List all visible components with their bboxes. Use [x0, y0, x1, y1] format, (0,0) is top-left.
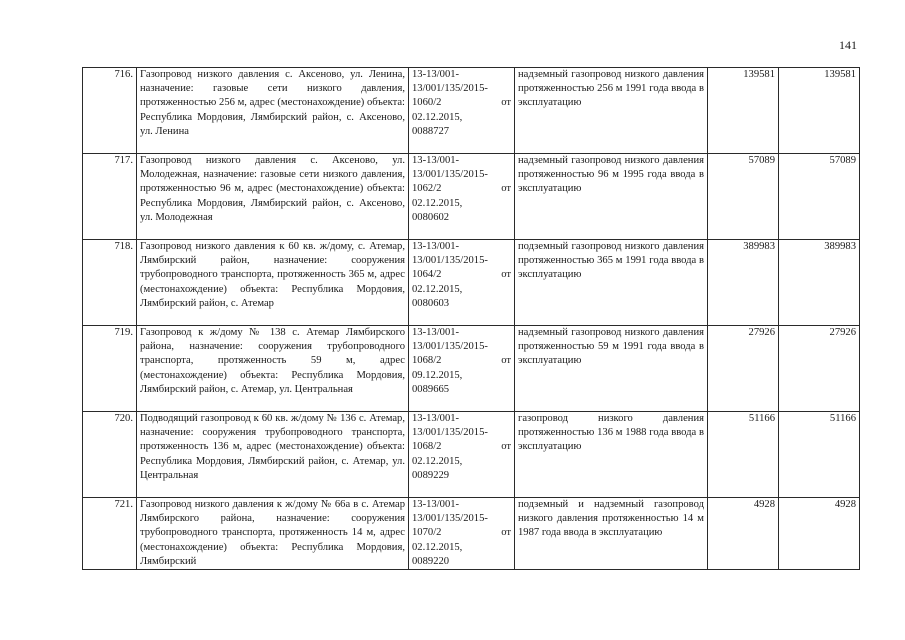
registration-from: от	[501, 355, 511, 367]
registration-line: 13-13/001-	[412, 413, 460, 424]
registration-from: от	[501, 97, 511, 109]
value-2: 57089	[779, 154, 860, 240]
registration-line	[412, 268, 511, 282]
registration-record	[409, 326, 515, 412]
registration-number: 1064/2	[412, 269, 442, 281]
value-1: 4928	[708, 498, 779, 570]
row-number: 719.	[83, 326, 137, 412]
certificate-number: 0080602	[412, 211, 450, 223]
registration-line	[412, 440, 511, 454]
row-number: 717.	[83, 154, 137, 240]
object-characteristics: надземный газопровод низкого давления протяженностью 96 м 1995 года ввода в эксплуатацию	[515, 154, 708, 240]
registration-number: 1070/2	[412, 527, 442, 539]
certificate-number: 0089220	[412, 555, 450, 567]
row-number: 718.	[83, 240, 137, 326]
value-2: 389983	[779, 240, 860, 326]
registration-record	[409, 68, 515, 154]
registration-line: 13-13/001-	[412, 69, 460, 80]
registration-number: 1068/2	[412, 441, 442, 453]
table-row	[83, 154, 860, 240]
value-1: 139581	[708, 68, 779, 154]
registration-date: 02.12.2015,	[412, 455, 463, 467]
value-2: 139581	[779, 68, 860, 154]
registration-line	[412, 354, 511, 368]
object-characteristics: надземный газопровод низкого давления протяженностью 59 м 1991 года ввода в эксплуатацию	[515, 326, 708, 412]
registration-line: 13/001/135/2015-	[412, 169, 488, 181]
certificate-number: 0080603	[412, 297, 450, 309]
table-row	[83, 498, 860, 570]
page-number: 141	[839, 38, 857, 52]
registration-date: 02.12.2015,	[412, 111, 463, 123]
value-2: 27926	[779, 326, 860, 412]
registration-record	[409, 154, 515, 240]
registration-line: 13/001/135/2015-	[412, 341, 488, 353]
object-description: Газопровод низкого давления с. Аксеново, ул. Молодежная, назначение: газовые сети низкого давления, протяженностью 96 м, адрес (местонахождение) объекта: Республика Мордовия, Лямбирский район, с. Аксеново, ул. Молодежная	[137, 154, 409, 240]
registration-date: 02.12.2015,	[412, 197, 463, 209]
object-characteristics: газопровод низкого давления протяженностью 136 м 1988 года ввода в эксплуатацию	[515, 412, 708, 498]
registration-line	[412, 526, 511, 540]
table-row	[83, 412, 860, 498]
value-1: 27926	[708, 326, 779, 412]
row-number: 720.	[83, 412, 137, 498]
registration-from: от	[501, 441, 511, 453]
certificate-number: 0089229	[412, 469, 450, 481]
registration-number: 1068/2	[412, 355, 442, 367]
registration-date: 02.12.2015,	[412, 283, 463, 295]
registration-line: 13-13/001-	[412, 155, 460, 166]
table-row	[83, 240, 860, 326]
certificate-number: 0088727	[412, 125, 450, 137]
value-1: 51166	[708, 412, 779, 498]
registration-line: 13/001/135/2015-	[412, 255, 488, 267]
row-number: 716.	[83, 68, 137, 154]
object-description: Подводящий газопровод к 60 кв. ж/дому № 136 с. Атемар, назначение: сооружения трубопроводного транспорта, протяженность 136 м, адрес (местонахождение) объекта: Республика Мордовия, Лямбирский район, с. Атемар, ул. Центральная	[137, 412, 409, 498]
registration-record	[409, 240, 515, 326]
registration-from: от	[501, 527, 511, 539]
value-1: 57089	[708, 154, 779, 240]
registration-from: от	[501, 269, 511, 281]
registration-record	[409, 498, 515, 570]
registration-record	[409, 412, 515, 498]
row-number: 721.	[83, 498, 137, 570]
certificate-number: 0089665	[412, 383, 450, 395]
object-description: Газопровод низкого давления к ж/дому № 66а в с. Атемар Лямбирского района, назначение: сооружения трубопроводного транспорта, протяженность 14 м, адрес (местонахождение) объекта: Республика Мордовия, Лямбирский	[137, 498, 409, 570]
value-1: 389983	[708, 240, 779, 326]
object-characteristics: подземный и надземный газопровод низкого давления протяженностью 14 м 1987 года ввода в эксплуатацию	[515, 498, 708, 570]
table-row	[83, 326, 860, 412]
table-row	[83, 68, 860, 154]
object-description: Газопровод низкого давления к 60 кв. ж/дому, с. Атемар, Лямбирский район, назначение: сооружения трубопроводного транспорта, протяженность 365 м, адрес (местонахождение) объекта: Республика Мордовия, Лямбирский район, с. Атемар	[137, 240, 409, 326]
registration-from: от	[501, 183, 511, 195]
registration-line	[412, 96, 511, 110]
registration-line: 13/001/135/2015-	[412, 83, 488, 95]
registration-line: 13-13/001-	[412, 499, 460, 510]
object-characteristics: надземный газопровод низкого давления протяженностью 256 м 1991 года ввода в эксплуатацию	[515, 68, 708, 154]
registration-line: 13-13/001-	[412, 327, 460, 338]
value-2: 4928	[779, 498, 860, 570]
object-description: Газопровод низкого давления с. Аксеново, ул. Ленина, назначение: газовые сети низкого давления, протяженностью 256 м, адрес (местонахождение) объекта: Республика Мордовия, Лямбирский район, с. Аксеново, ул. Ленина	[137, 68, 409, 154]
property-registry-table	[82, 67, 860, 570]
registration-number: 1062/2	[412, 183, 442, 195]
registration-line: 13-13/001-	[412, 241, 460, 252]
value-2: 51166	[779, 412, 860, 498]
registration-date: 09.12.2015,	[412, 369, 463, 381]
object-description: Газопровод к ж/дому № 138 с. Атемар Лямбирского района, назначение: сооружения трубопроводного транспорта, протяженность 59 м, адрес (местонахождение) объекта: Республика Мордовия, Лямбирский район, с. Атемар, ул. Центральная	[137, 326, 409, 412]
registration-line	[412, 182, 511, 196]
registration-number: 1060/2	[412, 97, 442, 109]
object-characteristics: подземный газопровод низкого давления протяженностью 365 м 1991 года ввода в эксплуатацию	[515, 240, 708, 326]
registration-line: 13/001/135/2015-	[412, 427, 488, 439]
registration-date: 02.12.2015,	[412, 541, 463, 553]
registration-line: 13/001/135/2015-	[412, 513, 488, 525]
